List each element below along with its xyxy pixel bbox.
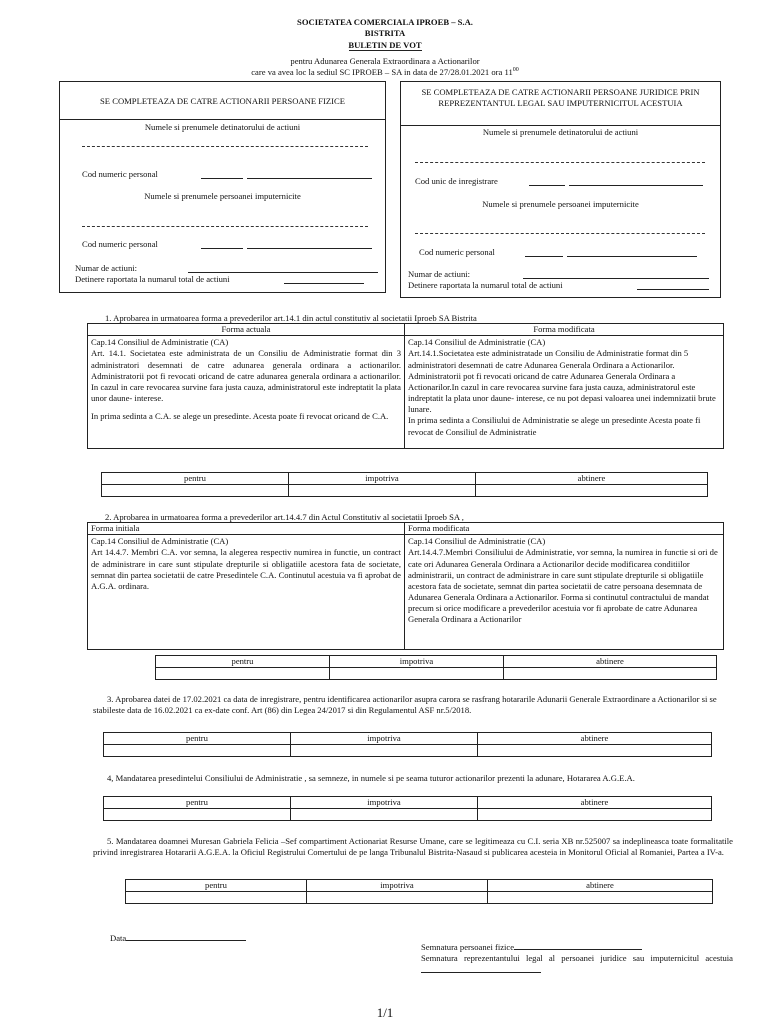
item1-current-president: In prima sedinta a C.A. se alege un presedinte. Acesta poate fi revocat oricand de C.A. [91,411,389,422]
item4-vote-abstain-cell[interactable] [478,809,712,821]
item5-vote-abstain-cell[interactable] [488,892,713,904]
item2-title: 2. Aprobarea in urmatoarea forma a prevederilor art.14.4.7 din Actul Constitutiv al societatii Iproeb SA , [105,512,464,522]
item1-current-chapter: Cap.14 Consiliul de Administratie (CA) [91,337,229,348]
legal-signature-line [421,953,733,976]
item1-col-modified: Forma modificata [405,324,724,336]
legal-person-panel [400,81,721,298]
holding-label: Detinere raportata la numarul total de actiuni [75,274,230,284]
vote-for-label: pentru [104,797,291,809]
item4-vote-for-cell[interactable] [104,809,291,821]
item1-modified-chapter: Cap.14 Consiliul de Administratie (CA) [408,337,546,348]
legal-person-heading: SE COMPLETEAZA DE CATRE ACTIONARII PERSOANE JURIDICE PRIN REPREZENTANTUL LEGAL SAU IMPUTERNICITUL ACESTUIA [421,87,700,109]
item1-modified-text [405,336,724,449]
item2-comparison-table [87,522,724,650]
item2-vote-table [155,655,717,680]
cnp2-field-b[interactable] [247,248,372,249]
item2-vote-abstain-cell[interactable] [504,668,717,680]
item2-modified-text [405,535,724,650]
item2-col-modified: Forma modificata [405,523,724,535]
item3-text: 3. Aprobarea datei de 17.02.2021 ca data de inregistrare, pentru identificarea actionarilor asupra carora se rasfrang hotararile Adunarii Generale Extraordinare a Actionarilor si se stabileste data de 16.02.2021 ca ex-date conf. Art (86) din Legea 24/2017 si din Regulamentul ASF nr.5/2018. [93,694,717,716]
vote-against-label: impotriva [291,797,478,809]
proxy-name-field[interactable] [415,233,705,234]
natural-signature-label: Semnatura persoanei fizice [421,942,515,952]
item2-modified-article: Art.14.4.7.Membri Consiliului de Administratie, vor semna, la numirea in functie si ori de cate ori Adunarea Generala Ordinara a Actionarilor decide modificarea conditiilor administrarii, un contract de administrare in care sunt stipulate drepturile si obligatiile acestora fata de societate, semnat din partea societatii de catre persoana desemnata de Adunarea Generala Ordinara a Actionarilor. Forma si continutul contractului de mandat precum si orice modificare a prevederilor acestuia vor fi aprobate de catre Adunarea Generala Ordinara a Actionarilor [408,547,718,625]
shares-label: Numar de actiuni: [75,263,138,273]
vote-abstain-label: abtinere [476,473,708,485]
cui-label: Cod unic de inregistrare [415,176,498,186]
title-underline [349,50,422,51]
cnp-field-b[interactable] [247,178,372,179]
cnp-label: Cod numeric personal [82,169,158,179]
vote-against-label: impotriva [289,473,476,485]
company-name: SOCIETATEA COMERCIALA IPROEB – S.A. [297,17,473,27]
cui-field-a[interactable] [529,185,565,186]
item5-vote-for-cell[interactable] [126,892,307,904]
meeting-hour-sup: 00 [512,67,519,74]
vote-against-label: impotriva [291,733,478,745]
item5-vote-against-cell[interactable] [307,892,488,904]
item1-current-article: Art. 14.1. Societatea este administrata de un Consiliu de Administratie format din 3 administratori desemnati de catre adunarea generala ordinara a actionarilor. Administratorii pot fi revocati oricand de catre adunarea generala ordinara a actionarilor. In cazul in care revocarea survine fara justa cauza, administratorul este indreptatit la plata unor daune- interese. [91,348,401,404]
item2-col-initial: Forma initiala [88,523,405,535]
holder-name-label: Numele si prenumele detinatorului de actiuni [144,122,301,132]
item5-vote-table [125,879,713,904]
vote-abstain-label: abtinere [478,733,712,745]
holding-field[interactable] [284,283,364,284]
item1-current-text [88,336,405,449]
proxy-name-label: Numele si prenumele persoanei imputernicite [482,199,639,209]
item1-modified-president: In prima sedinta a Consiliului de Administratie se alege un presedinte Acesta poate fi revocat de Consiliul de Administratie [408,415,701,437]
ballot-subtitle: pentru Adunarea Generala Extraordinara a Actionarilor [290,56,480,66]
item4-text: 4, Mandatarea presedintelui Consiliului de Administratie , sa semneze, in numele si pe seama tuturor actionarilor prezenti la adunare, Hotararea A.G.E.A. [107,773,635,783]
item3-vote-against-cell[interactable] [291,745,478,757]
vote-abstain-label: abtinere [478,797,712,809]
page-number: 1/1 [376,1005,394,1020]
date-field[interactable] [126,932,246,941]
natural-signature-line [421,941,642,953]
item4-vote-table [103,796,712,821]
item2-vote-for-cell[interactable] [156,668,330,680]
holder-name-label: Numele si prenumele detinatorului de actiuni [482,127,639,137]
natural-person-heading: SE COMPLETEAZA DE CATRE ACTIONARII PERSOANE FIZICE [100,96,345,106]
vote-for-label: pentru [156,656,330,668]
item1-modified-article: Art.14.1.Societatea este administratade un Consiliu de Administratie format din 5 administratori desemnati de catre Adunarea Generala Ordinara a Actionarilor. Administratorii pot fi revocati oricand de catre Adunarea Generala Ordinara a Actionarilor.In cazul in care revocarea survine fara justa cauza, administratorul este indreptatit la plata unor daune- interese, ce nu pot depasi valoarea unei indemnizatii brute lunare. [408,348,716,415]
cnp2-field-a[interactable] [201,248,243,249]
meeting-text: care va avea loc la sediul SC IPROEB – SA in data de 27/28.01.2021 ora 11 [251,67,513,77]
ballot-title: BULETIN DE VOT [348,40,422,50]
item1-title: 1. Aprobarea in urmatoarea forma a prevederilor art.14.1 din actul constitutiv al societatii Iproeb SA Bistrita [105,313,477,323]
item1-vote-for-cell[interactable] [102,485,289,497]
heading-divider [60,119,385,120]
item2-initial-article: Art 14.4.7. Membri C.A. vor semna, la alegerea respectiv numirea in functie, un contract de administrare in care sunt stipulate drepturile si obligatiile acestora fata de societate, semnat din partea societatii de catre Presedintele C.A. Continutul acestuia va fi aprobat de A.G.A. ordinara. [91,547,401,591]
item4-vote-against-cell[interactable] [291,809,478,821]
item1-comparison-table [87,323,724,449]
legal-signature-label: Semnatura reprezentantului legal al persoanei juridice sau imputernicitul acestuia [421,953,733,963]
vote-for-label: pentru [104,733,291,745]
holding-label: Detinere raportata la numarul total de actiuni [408,280,563,290]
item2-initial-text [88,535,405,650]
cnp-label: Cod numeric personal [419,247,495,257]
vote-for-label: pentru [126,880,307,892]
vote-for-label: pentru [102,473,289,485]
vote-against-label: impotriva [307,880,488,892]
legal-signature-field[interactable] [421,964,541,973]
item3-vote-abstain-cell[interactable] [478,745,712,757]
meeting-line [0,67,770,78]
proxy-name-field[interactable] [82,226,368,227]
date-line [110,932,246,944]
holding-field[interactable] [637,289,709,290]
item1-col-current: Forma actuala [88,324,405,336]
item5-text: 5. Mandatarea doamnei Muresan Gabriela Felicia –Sef compartiment Actionariat Resurse Umane, care se legitimeaza cu C.I. seria XB nr.525007 sa indeplineasca toate formalitatile privind inregistrarea Hotararii A.G.E.A. la Oficiul Registrului Comertului de pe langa Tribunalul Bistrita-Nasaud si publicarea acesteia in Monitorul Oficial al Romaniei, Partea a IV-a. [93,836,733,858]
item1-vote-table [101,472,708,497]
company-city: BISTRITA [364,28,406,38]
date-label: Data [110,933,127,943]
natural-signature-field[interactable] [514,941,642,950]
item3-vote-table [103,732,712,757]
item2-vote-against-cell[interactable] [330,668,504,680]
vote-abstain-label: abtinere [488,880,713,892]
cui-field-b[interactable] [569,185,703,186]
proxy-name-label: Numele si prenumele persoanei imputernicite [144,191,301,201]
item2-modified-chapter: Cap.14 Consiliul de Administratie (CA) [408,536,546,547]
heading-divider [401,125,720,126]
holder-name-field[interactable] [415,162,705,163]
cnp-field-a[interactable] [525,256,563,257]
natural-person-panel [59,81,386,293]
shares-field[interactable] [188,272,378,273]
shares-field[interactable] [523,278,709,279]
cnp2-label: Cod numeric personal [82,239,158,249]
shares-label: Numar de actiuni: [408,269,471,279]
vote-against-label: impotriva [330,656,504,668]
cnp-field-a[interactable] [201,178,243,179]
item3-vote-for-cell[interactable] [104,745,291,757]
item1-vote-abstain-cell[interactable] [476,485,708,497]
holder-name-field[interactable] [82,146,368,147]
item1-vote-against-cell[interactable] [289,485,476,497]
vote-abstain-label: abtinere [504,656,717,668]
item2-initial-chapter: Cap.14 Consiliul de Administratie (CA) [91,536,229,547]
cnp-field-b[interactable] [567,256,697,257]
